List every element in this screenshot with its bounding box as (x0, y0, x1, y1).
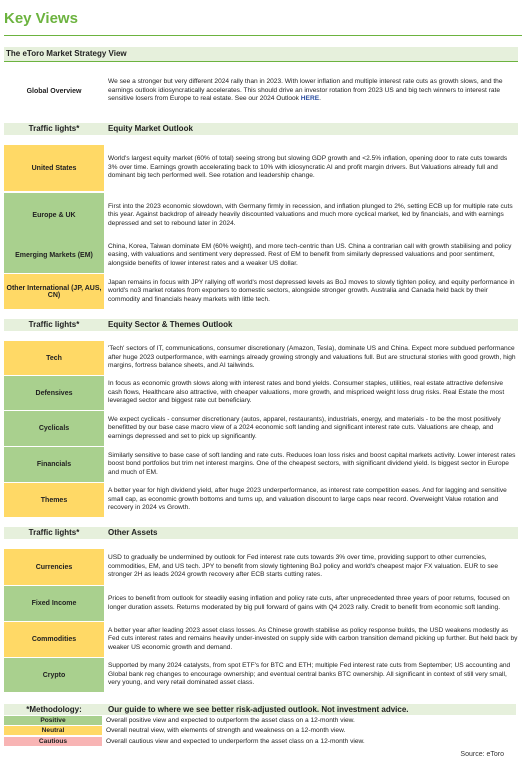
global-overview-body: We see a stronger but very different 2024 rally than in 2023. With lower inflation and multiple interest rate cuts as growth slows, and the earnings outlook idiosyncratically accelerates. This should drive an investor rotation from 2023 US and big tech winners to interest rate sensitive losers from Europe to real estate. See our 2024 Outlook (108, 78, 503, 103)
list-item (4, 622, 520, 657)
methodology-header (4, 704, 516, 715)
row-label: Other International (JP, AUS, CN) (4, 274, 104, 309)
row-label: Emerging Markets (EM) (4, 238, 104, 273)
source-note: Source: eToro (460, 751, 504, 758)
list-item (4, 274, 520, 309)
row-text: Similarly sensitive to base case of soft landing and rate cuts. Reduces loan loss risks and boost capital markets activity. Lower interest rates boost bond portfolios but trim net interest margins. One of the cheapest sectors, with significant dividend yield. Is biggest sector in Europe and much of EM. (108, 451, 516, 476)
list-item (4, 411, 520, 446)
list-item (4, 341, 520, 375)
row-text: USD to gradually be undermined by outlook for Fed interest rate cuts towards 3% over time, providing support to other currencies, commodities, EM, and US tech. JPY to benefit from slowly tightening BoJ policy and world's cheapest major FX valuation. EUR to see stronger 2H as leads 2024 growth recovery after ECB starts cutting rates. (108, 554, 498, 579)
methodology-headline: Our guide to where we see better risk-adjusted outlook. Not investment advice. (108, 705, 409, 714)
list-item (4, 447, 520, 482)
title-divider (4, 35, 522, 36)
row-label: Commodities (4, 622, 104, 657)
legend-label: Neutral (4, 726, 102, 735)
row-label: Europe & UK (4, 193, 104, 238)
row-label: Financials (4, 447, 104, 482)
row-text: A better year for high dividend yield, after huge 2023 underperformance, as interest rate competition eases. And for lagging and sensitive small cap, as economic growth bottoms and turns up, and valuation discount to large caps near record. Overweight Value rotation and recovery in 2024 vs Growth. (108, 487, 507, 512)
list-item (4, 238, 520, 273)
equity-market-header (4, 123, 518, 135)
other-assets-header (4, 527, 518, 539)
row-text: Supported by many 2024 catalysts, from spot ETF's for BTC and ETH; multiple Fed interest rate cuts from September; US accounting and Global bank reg changes to encourage ownership; and eventual central banks BTC ownership. All significant in context of still very small, very young, and very retail dominated asset class. (108, 662, 511, 687)
list-item (4, 193, 520, 238)
row-label: Cyclicals (4, 411, 104, 446)
row-text: Japan remains in focus with JPY rallying off world's most depressed levels as BoJ moves to slowly tighten policy, and equity performance in world's no3 market rotates from exporters to domestic sectors, alongside stronger growth. Australia and Canada held back by their commodity and financials heavy markets with little tech. (108, 278, 515, 303)
row-text: China, Korea, Taiwan dominate EM (60% weight), and more tech-centric than US. China a contrarian call with growth stabilising and policy easing, with valuations and sentiment very depressed. Rest of EM to benefit from similarly depressed valuations and poor sentiment, alongside benefits of lower interest rates and a weaker US dollar. (108, 242, 512, 267)
row-label: Currencies (4, 549, 104, 585)
row-text: A better year after leading 2023 asset class losses. As Chinese growth stabilise as policy response builds, the USD weakens modestly as Fed cuts interest rates and remains heavily under-invested on supply side with carbon transition demand picking up further. But held back by weaker US economic growth and demand. (108, 626, 518, 651)
row-label: Themes (4, 483, 104, 517)
row-label: Defensives (4, 376, 104, 410)
global-overview-text (108, 72, 518, 110)
legend-label: Positive (4, 716, 102, 725)
row-label: Tech (4, 341, 104, 375)
row-text: First into the 2023 economic slowdown, with Germany firmly in recession, and inflation plunged to 2%, setting ECB up for multiple rate cuts this year. Against backdrop of already heavily discounted valuations and much more cyclical market, led by financials, and with earnings depressed and set to rebound later in 2024. (108, 202, 513, 227)
row-label: United States (4, 145, 104, 191)
legend-text: Overall positive view and expected to outperform the asset class on a 12-month view. (106, 717, 355, 724)
traffic-lights-label: Traffic lights* (28, 124, 80, 133)
sector-themes-header (4, 319, 518, 331)
row-label: Crypto (4, 658, 104, 692)
section-title: Other Assets (108, 528, 158, 537)
row-text: We expect cyclicals - consumer discretionary (autos, apparel, restaurants), industrials, energy, and materials - to be the most positively benefitted by our base case macro view of a 2024 economic soft landing and significant interest rate cuts. Valuations are cheap, and earnings depressed and set to pick up significantly. (108, 415, 501, 440)
outlook-link[interactable]: HERE (300, 95, 320, 103)
strategy-divider (4, 61, 518, 62)
page-title: Key Views (4, 10, 78, 27)
legend-text: Overall cautious view and expected to underperform the asset class on a 12-month view. (106, 738, 365, 745)
traffic-lights-label: Traffic lights* (28, 320, 80, 329)
section-title: Equity Sector & Themes Outlook (108, 320, 233, 329)
list-item (4, 483, 520, 517)
legend-label: Cautious (4, 737, 102, 746)
row-text: 'Tech' sectors of IT, communications, consumer discretionary (Amazon, Tesla), dominate US and China. Expect more subdued performance after huge 2023 outperformance, with earnings already growing strongly and valuations full. But are structural stories with good growth, high margins, fortress balance sheets, and AI tailwinds. (108, 345, 516, 370)
global-overview-suffix: . (319, 95, 321, 103)
list-item (4, 145, 520, 191)
row-label: Fixed Income (4, 586, 104, 621)
list-item (4, 658, 520, 692)
global-overview-label: Global Overview (26, 87, 82, 95)
row-text: In focus as economic growth slows along with interest rates and bond yields. Consumer staples, utilities, real estate attractive defensive cash flows, Healthcare also attractive, with cheaper valuations, more growth, and mispriced weight loss drug risks. Real Estate the most leveraged sector and biggest rate cut beneficiary. (108, 380, 505, 405)
row-text: Prices to benefit from outlook for steadily easing inflation and policy rate cuts, after unprecedented three years of poor returns, focused on longer duration assets. Returns moderated by big pull forward of gains with Q4 2023 rally. Credit to benefit from economic soft landing. (108, 594, 510, 611)
list-item (4, 549, 520, 585)
traffic-lights-label: Traffic lights* (28, 528, 80, 537)
section-title: Equity Market Outlook (108, 124, 193, 133)
row-text: World's largest equity market (60% of total) seeing strong but slowing GDP growth and <2.5% inflation, opening door to rate cuts towards 3% over time. Earnings growth accelerating back to 10% with idiosyncratic AI and profit margin drivers. But Valuations already full and dominant big tech performed well. See rotation and leadership change. (108, 155, 508, 180)
list-item (4, 586, 520, 621)
methodology-label: *Methodology: (26, 705, 82, 714)
global-overview-row (4, 72, 520, 110)
strategy-header: The eToro Market Strategy View (4, 47, 518, 61)
legend-text: Overall neutral view, with elements of strength and weakness on a 12-month view. (106, 727, 346, 734)
list-item (4, 376, 520, 410)
